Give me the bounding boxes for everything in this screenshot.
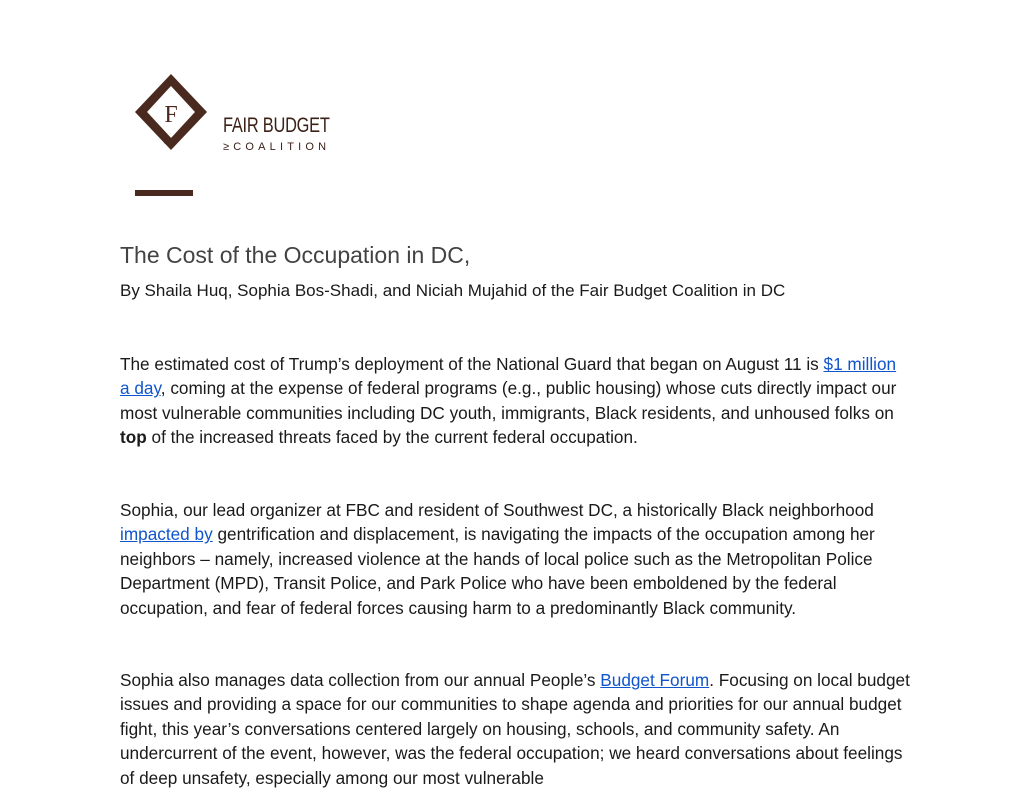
bold-top: top [120,427,147,448]
document-title: The Cost of the Occupation in DC, [120,242,471,268]
logo-text-fair-budget: FAIR BUDGET [223,114,330,137]
dc-diamond-logo-icon [135,72,221,198]
paragraph-3-text-b: . Focusing on local budget issues and providing a space for our communities to shape agenda and priorities for our annual budget fight, this year’s conversations centered largely on housing, schools, and community safety. An undercurrent of the event, however, was the federal occupation; we heard conversations about feelings of deep unsafety, especially among our most vulnerable [120,670,910,788]
paragraph-2-text-b: gentrification and displacement, is navigating the impacts of the occupation among her neighbors – namely, increased violence at the hands of local police such as the Metropolitan Police Department (MPD), Transit Police, and Park Police who have been emboldened by the federal occupation, and fear of federal forces causing harm to a predominantly Black community. [120,524,875,618]
link-budget-forum[interactable]: Budget Forum [600,670,710,690]
paragraph-1-text-a: The estimated cost of Trump’s deployment of the National Guard that began on August 11 is [120,354,824,374]
paragraph-3 [120,668,910,790]
paragraph-2 [120,498,910,620]
paragraph-1-text-c: of the increased threats faced by the current federal occupation. [146,427,638,448]
fair-budget-coalition-logo [135,72,335,198]
link-1-million-a-day[interactable]: $1 million a day [120,354,897,399]
link-impacted-by[interactable]: impacted by [120,524,213,545]
paragraph-1-text-b: , coming at the expense of federal programs (e.g., public housing) whose cuts directly impact our most vulnerable communities including DC youth, immigrants, Black residents, and unhoused folks on [120,378,897,423]
paragraph-3-text-a: Sophia also manages data collection from our annual People’s [120,670,601,690]
logo-letter: F [164,102,178,128]
paragraph-2-text-a: Sophia, our lead organizer at FBC and resident of Southwest DC, a historically Black neighborhood [120,500,874,520]
logo-text-coalition: ≥COALITION [223,141,331,153]
paragraph-1 [120,352,910,450]
byline: By Shaila Huq, Sophia Bos-Shadi, and Niciah Mujahid of the Fair Budget Coalition in DC [120,281,786,300]
